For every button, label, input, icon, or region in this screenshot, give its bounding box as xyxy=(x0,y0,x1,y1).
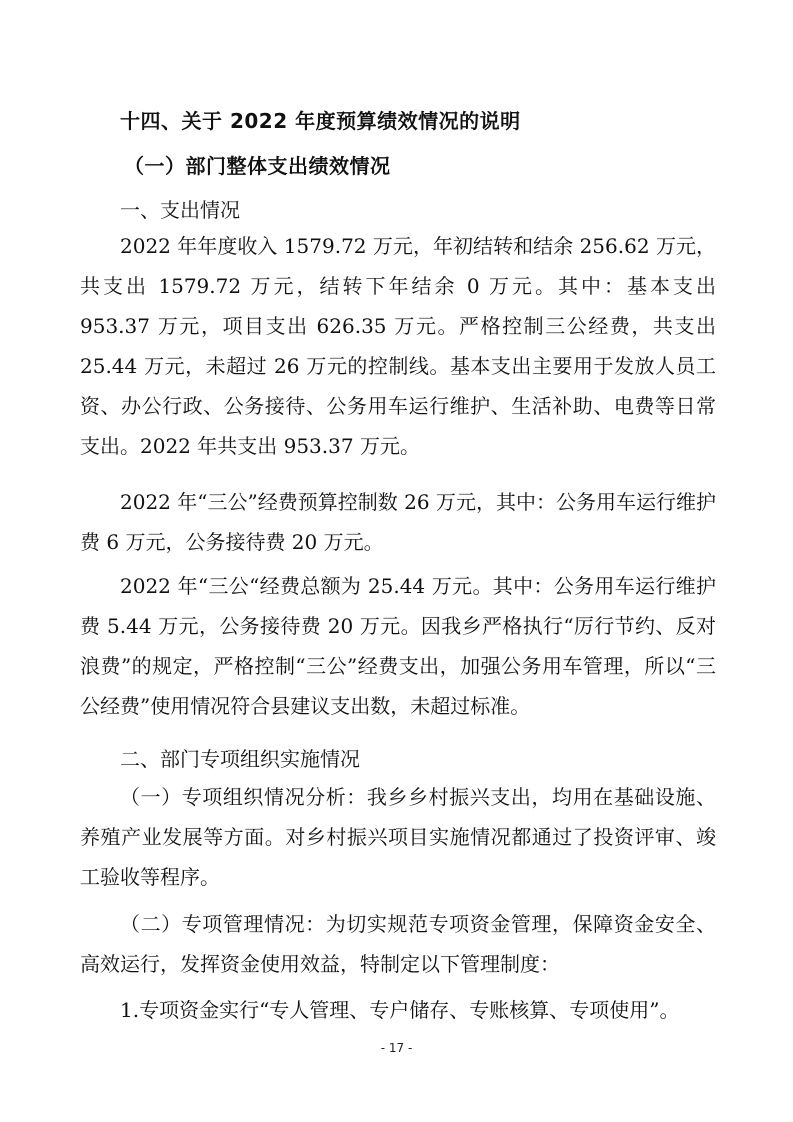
paragraph-three-public-budget: 2022 年“三公”经费预算控制数 26 万元，其中：公务用车运行维护费 6 万元，公务接待费 20 万元。 xyxy=(80,490,716,554)
paragraph-project-organization: （一）专项组织情况分析：我乡乡村振兴支出，均用在基础设施、养殖产业发展等方面。对乡村振兴项目实施情况都通过了投资评审、竣工验收等程序。 xyxy=(80,785,716,889)
paragraph-project-management: （二）专项管理情况：为切实规范专项资金管理，保障资金安全、高效运行，发挥资金使用效益，特制定以下管理制度： xyxy=(80,912,716,976)
paragraph-rule-1: 1.专项资金实行“专人管理、专户储存、专账核算、专项使用”。 xyxy=(120,998,680,1022)
section-title-special-projects: 二、部门专项组织实施情况 xyxy=(120,747,360,771)
paragraph-three-public-total: 2022 年“三公“经费总额为 25.44 万元。其中：公务用车运行维护费 5.44 万元，公务接待费 20 万元。因我乡严格执行“厉行节约、反对浪费”的规定，严格控制“三公”经费支出，加强公务用车管理，所以“三公经费”使用情况符合县建议支出数，未超过标准。 xyxy=(80,574,716,718)
sub-heading: （一）部门整体支出绩效情况 xyxy=(124,154,391,178)
main-heading: 十四、关于 2022 年度预算绩效情况的说明 xyxy=(120,109,521,133)
paragraph-income-expenditure: 2022 年年度收入 1579.72 万元，年初结转和结余 256.62 万元，共支出 1579.72 万元，结转下年结余 0 万元。其中：基本支出 953.37 万元，项目支出 626.35 万元。严格控制三公经费，共支出 25.44 万元，未超过 26 万元的控制线。基本支出主要用于发放人员工资、办公行政、公务接待、公务用车运行维护、生活补助、电费等日常支出。2022 年共支出 953.37 万元。 xyxy=(80,234,716,458)
section-title-expenditure: 一、支出情况 xyxy=(120,198,240,222)
page-number: - 17 - xyxy=(380,1041,413,1055)
